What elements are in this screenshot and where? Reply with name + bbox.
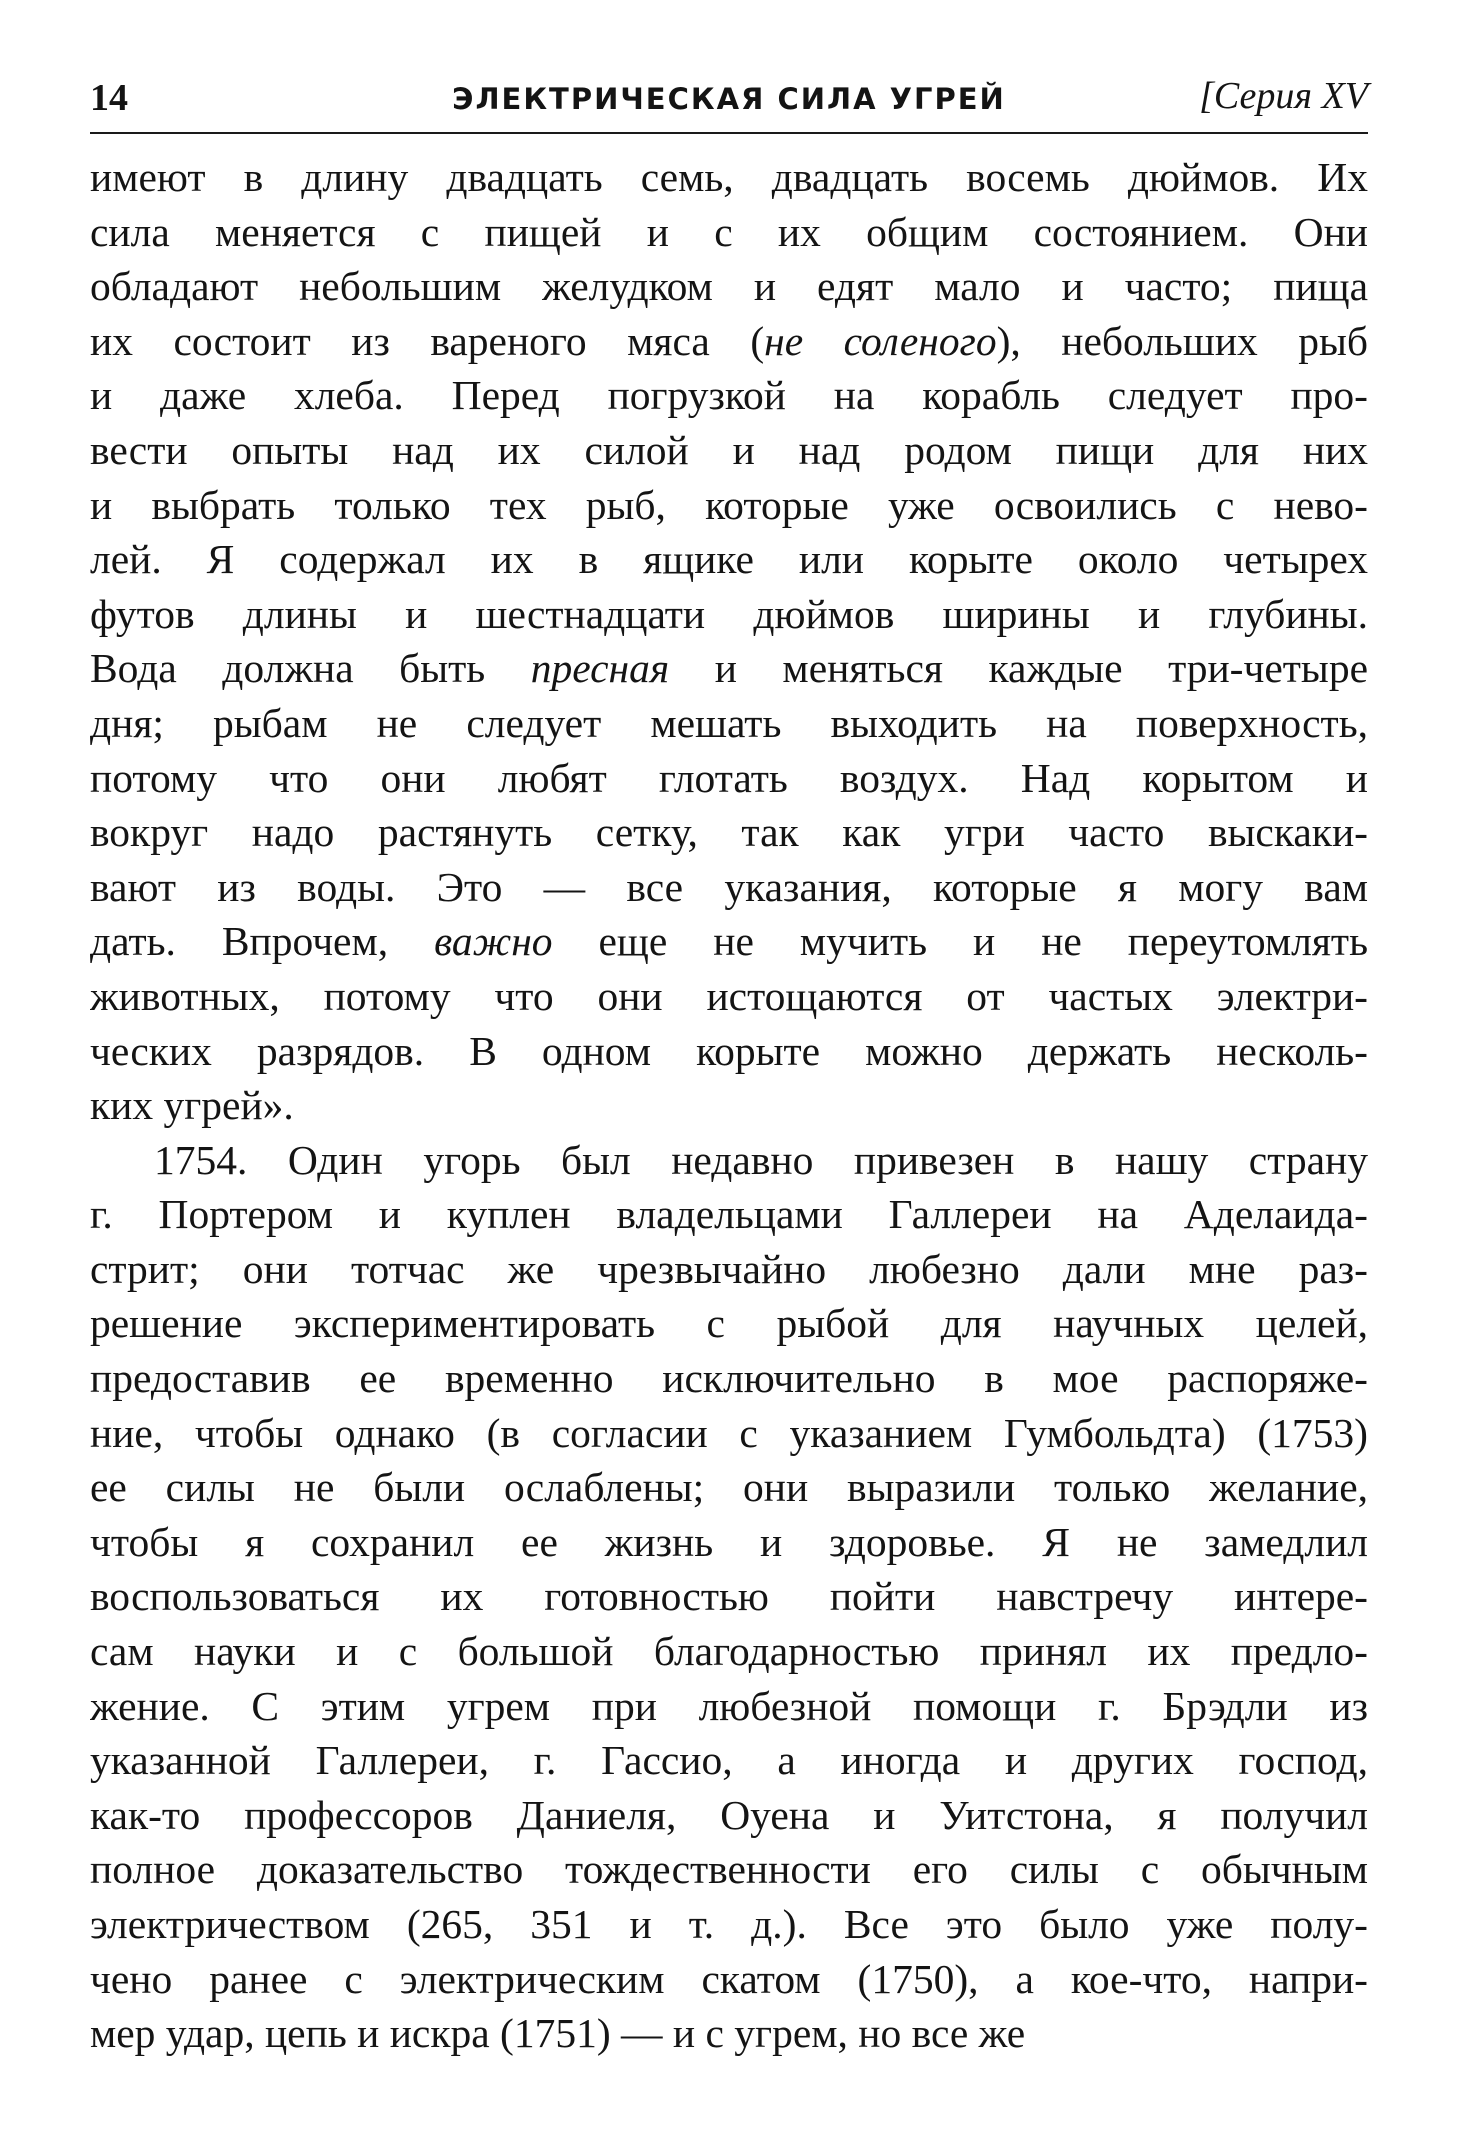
text-line: полное доказательство тождественности его силы с обычным [90, 1846, 1368, 1893]
text-run: и меняться каждые три-четыре [669, 645, 1368, 692]
paragraph [90, 150, 1368, 1133]
text-line: сила меняется с пищей и с их общим состоянием. Они [90, 208, 1368, 255]
text-line [90, 641, 1368, 696]
text-line: стрит; они тотчас же чрезвычайно любезно дали мне раз- [90, 1245, 1368, 1292]
text-line [90, 314, 1368, 369]
text-run: Вода должна быть [90, 645, 531, 692]
text-run: дать. Впрочем, [90, 918, 435, 965]
text-line: потому что они любят глотать воздух. Над корытом и [90, 754, 1368, 801]
book-page [90, 74, 1368, 2061]
text-line: ких угрей». [90, 1082, 294, 1129]
text-line: 1754. Один угорь был недавно привезен в нашу страну [154, 1136, 1368, 1183]
text-line: чтобы я сохранил ее жизнь и здоровье. Я не замедлил [90, 1518, 1368, 1565]
text-line: дня; рыбам не следует мешать выходить на поверхность, [90, 699, 1368, 746]
text-line: сам науки и с большой благодарностью принял их предло- [90, 1628, 1368, 1675]
text-line: вают из воды. Это — все указания, которые я могу вам [90, 863, 1368, 910]
text-line: воспользоваться их готовностью пойти навстречу интере- [90, 1573, 1368, 1620]
text-line: как-то профессоров Даниеля, Оуена и Уитстона, я получил [90, 1791, 1368, 1838]
text-line: указанной Галлереи, г. Гассио, а иногда и других господ, [90, 1737, 1368, 1784]
text-line: ние, чтобы однако (в согласии с указанием Гумбольдта) (1753) [90, 1409, 1368, 1456]
text-line: мер удар, цепь и искра (1751) — и с угрем, но все же [90, 2010, 1026, 2057]
text-line: и даже хлеба. Перед погрузкой на корабль следует про- [90, 372, 1368, 419]
text-line: обладают небольшим желудком и едят мало и часто; пища [90, 263, 1368, 310]
text-line: лей. Я содержал их в ящике или корыте около четырех [90, 536, 1368, 583]
text-line: ческих разрядов. В одном корыте можно держать несколь- [90, 1027, 1368, 1074]
body-text [90, 150, 1368, 2061]
text-line: жение. С этим угрем при любезной помощи г. Брэдли из [90, 1682, 1368, 1729]
page-number: 14 [90, 77, 128, 119]
text-line: футов длины и шестнадцати дюймов ширины и глубины. [90, 590, 1368, 637]
series-label: [Серия XV [1199, 75, 1368, 117]
italic-emphasis: пресная [530, 645, 670, 692]
running-title: ЭЛЕКТРИЧЕСКАЯ СИЛА УГРЕЙ [452, 82, 1006, 116]
text-run: ), небольших рыб [996, 317, 1368, 364]
text-line: электричеством (265, 351 и т. д.). Все это было уже полу- [90, 1901, 1368, 1947]
text-line: вести опыты над их силой и над родом пищи для них [90, 426, 1368, 473]
running-header [90, 74, 1368, 134]
text-line: животных, потому что они истощаются от частых электри- [90, 972, 1368, 1019]
text-line: решение экспериментировать с рыбой для научных целей, [90, 1300, 1368, 1347]
text-line: ее силы не были ослаблены; они выразили только желание, [90, 1464, 1368, 1511]
italic-emphasis: важно [434, 918, 553, 965]
text-line: г. Портером и куплен владельцами Галлереи на Аделаида- [90, 1191, 1368, 1238]
paragraph [90, 1133, 1368, 2061]
text-line: предоставив ее временно исключительно в мое распоряже- [90, 1355, 1368, 1402]
text-line [90, 914, 1368, 969]
text-line: вокруг надо растянуть сетку, так как угри часто выскаки- [90, 809, 1368, 856]
text-line: и выбрать только тех рыб, которые уже освоились с нево- [90, 481, 1368, 528]
text-line: имеют в длину двадцать семь, двадцать восемь дюймов. Их [90, 154, 1368, 200]
text-run: еще не мучить и не переутомлять [552, 918, 1368, 965]
text-run: их состоит из вареного мяса ( [90, 317, 765, 364]
italic-emphasis: не соленого [764, 317, 997, 364]
text-line: чено ранее с электрическим скатом (1750), а кое-что, напри- [90, 1955, 1368, 2002]
